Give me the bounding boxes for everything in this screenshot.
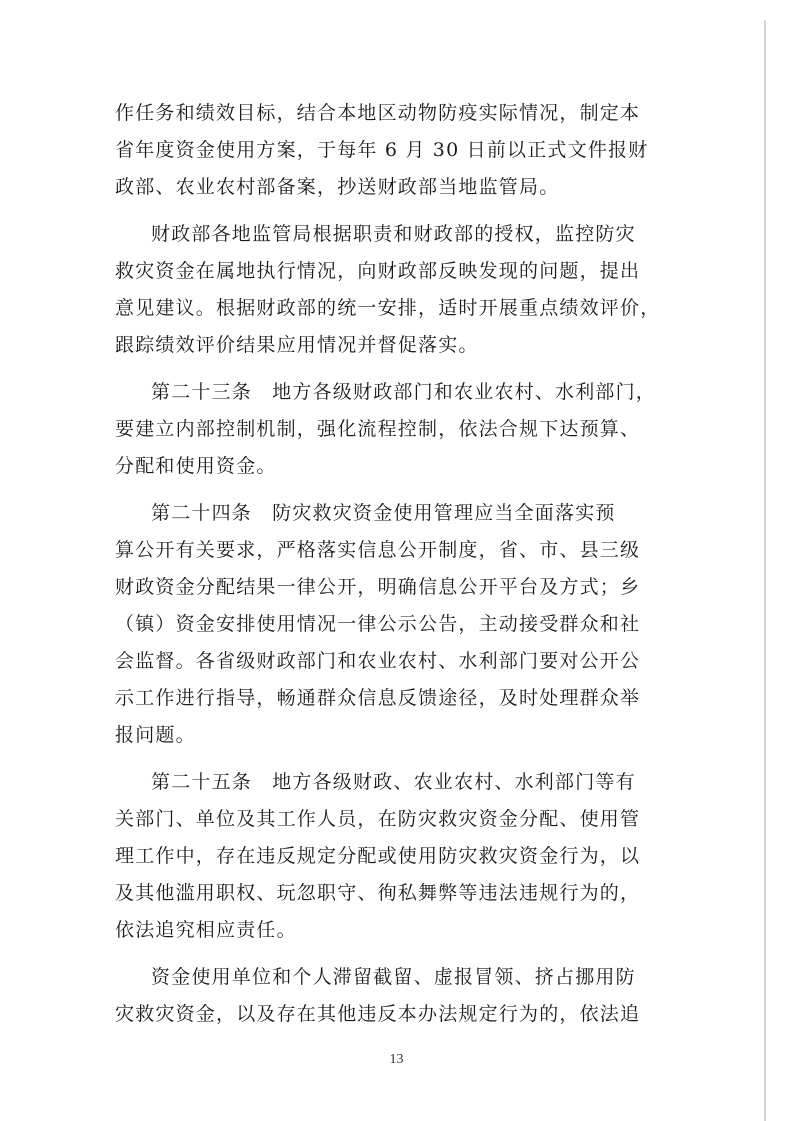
scan-edge-line [764,20,766,1121]
article-25 [115,764,675,949]
article-23 [115,374,675,485]
text-line: 算公开有关要求，严格落实信息公开制度，省、市、县三级 [115,539,641,561]
paragraph-supervision [115,216,675,364]
text-line: 灾救灾资金，以及存在其他违反本办法规定行为的，依法追 [115,1003,641,1025]
text-line: 救灾资金在属地执行情况，向财政部反映发现的问题，提出 [115,260,641,282]
text-line: 会监督。各省级财政部门和农业农村、水利部门要对公开公 [115,650,641,672]
text-line: 意见建议。根据财政部的统一安排，适时开展重点绩效评价， [115,297,661,319]
text-line: 跟踪绩效评价结果应用情况并督促落实。 [115,334,479,356]
paragraph-liability [115,959,675,1033]
text-line: 作任务和绩效目标，结合本地区动物防疫实际情况，制定本 [115,102,641,124]
text-line: 分配和使用资金。 [115,455,277,477]
document-body [115,95,675,1043]
paragraph-continuation [115,95,675,206]
text-line: 资金使用单位和个人滞留截留、虚报冒领、挤占挪用防 [151,966,636,988]
text-line: 第二十五条 地方各级财政、农业农村、水利部门等有 [151,771,636,793]
text-line: 理工作中，存在违反规定分配或使用防灾救灾资金行为，以 [115,845,641,867]
text-line: 财政资金分配结果一律公开，明确信息公开平台及方式；乡 [115,576,641,598]
text-line: 财政部各地监管局根据职责和财政部的授权，监控防灾 [151,223,636,245]
text-line: 关部门、单位及其工作人员，在防灾救灾资金分配、使用管 [115,808,641,830]
text-line: 要建立内部控制机制，强化流程控制，依法合规下达预算、 [115,418,641,440]
text-line: 第二十四条 防灾救灾资金使用管理应当全面落实预 [151,502,616,524]
article-24 [115,495,675,754]
text-line: 第二十三条 地方各级财政部门和农业农村、水利部门， [151,381,657,403]
text-line: 依法追究相应责任。 [115,919,297,941]
text-line: 示工作进行指导，畅通群众信息反馈途径，及时处理群众举 [115,687,641,709]
text-line: （镇）资金安排使用情况一律公示公告，主动接受群众和社 [115,613,641,635]
text-line: 及其他滥用职权、玩忽职守、徇私舞弊等违法违规行为的， [115,882,641,904]
page-number: 13 [389,1052,404,1067]
text-line: 省年度资金使用方案，于每年 6 月 30 日前以正式文件报财 [115,139,649,161]
text-line: 政部、农业农村部备案，抄送财政部当地监管局。 [115,176,560,198]
text-line: 报问题。 [115,724,196,746]
